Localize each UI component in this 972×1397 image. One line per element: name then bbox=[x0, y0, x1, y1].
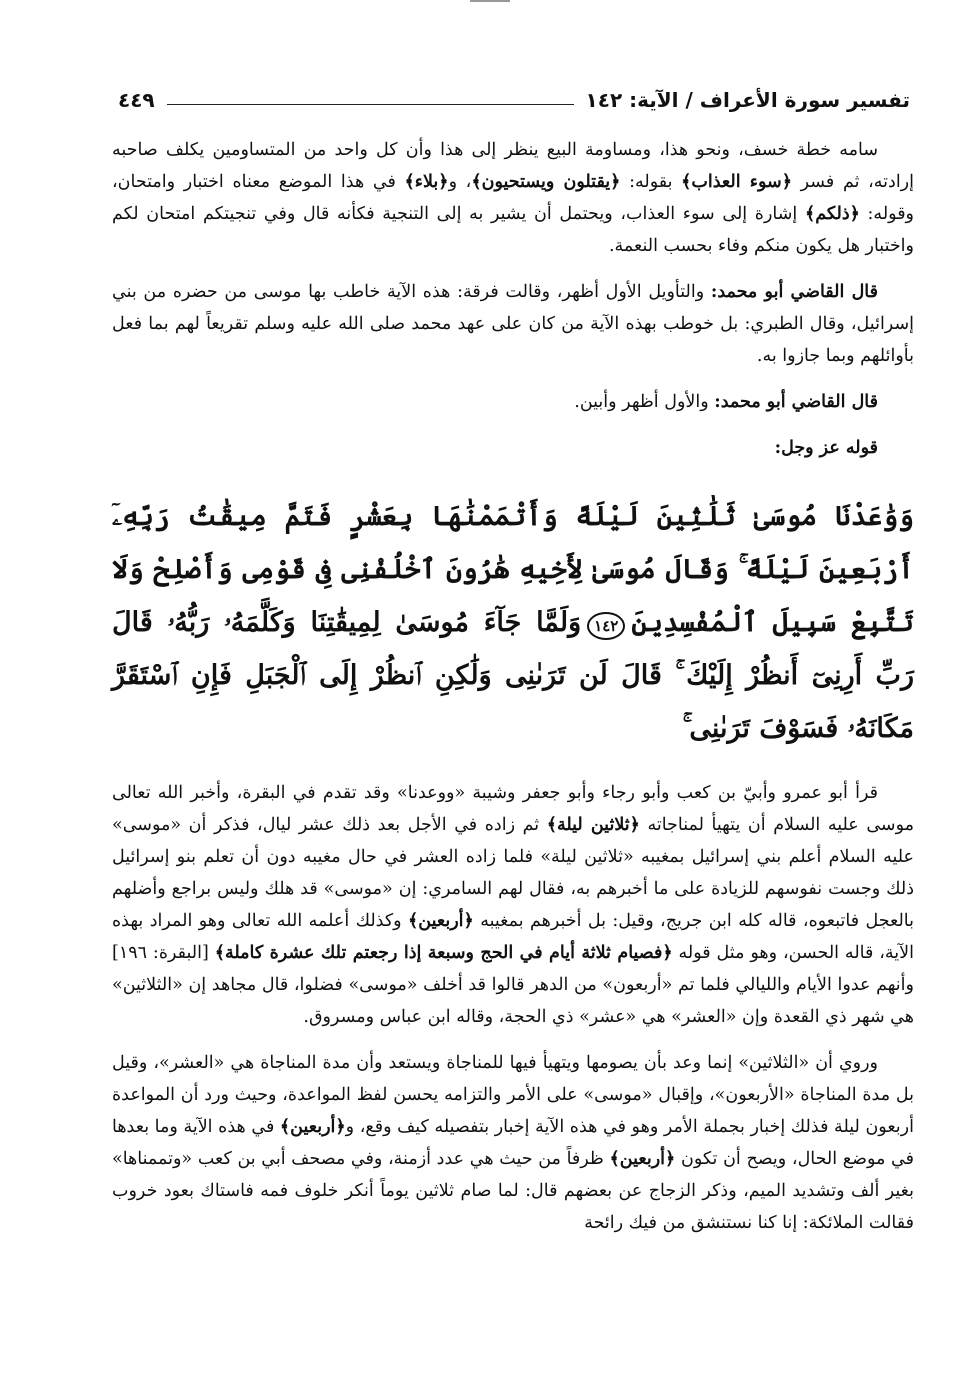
quran-verse bbox=[112, 490, 914, 755]
page-body bbox=[112, 134, 914, 1253]
text-run: والأول أظهر وأبين. bbox=[574, 392, 715, 412]
speaker-label: قال القاضي أبو محمد: bbox=[714, 392, 878, 412]
text-run: بقوله: bbox=[620, 172, 682, 192]
text-run: في هذه الآية وما بعدها في موضع الحال، ويصح أن تكون bbox=[112, 1117, 914, 1169]
page-number: ٤٤٩ bbox=[118, 88, 155, 112]
verse-intro: قوله عز وجل: bbox=[774, 438, 878, 458]
text-run: وكذلك أعلمه الله تعالى وهو المراد بهذه الآية، قاله الحسن، وهو مثل قوله bbox=[112, 911, 914, 963]
paragraph bbox=[112, 386, 914, 418]
paragraph bbox=[112, 134, 914, 262]
text-run: والتأويل الأول أظهر، وقالت فرقة: هذه الآية خاطب بها موسى من حضره من بني إسرائيل، وقال الطبري: بل خوطب بهذه الآية من كان على عهد محمد صلى الله عليه وسلم تقريعاً لهم بما فعل بأوائلهم وبما جازوا به. bbox=[112, 282, 914, 366]
text-run: إشارة إلى سوء العذاب، ويحتمل أن يشير به إلى التنجية فكأنه قال وفي تنجيتكم امتحان لكم واختبار هل يكون منكم وفاء بحسب النعمة. bbox=[112, 204, 914, 256]
speaker-label: قال القاضي أبو محمد: bbox=[710, 282, 878, 302]
quoted-term: ﴿ثلاثين ليلة﴾ bbox=[546, 815, 640, 835]
header-rule bbox=[167, 104, 574, 105]
quoted-term: ﴿ذلكم﴾ bbox=[804, 204, 860, 224]
text-run: ثم زاده في الأجل بعد ذلك عشر ليال، فذكر أن «موسى» عليه السلام أعلم بني إسرائيل بمغيبه «ثلاثين ليلة» فلما زاده العشر في حال مغيبه دون أن تعلم بنو إسرائيل ذلك وجست نفوسهم للزيادة على ما أخبرهم به، فقال لهم السامري: إن «موسى» قد هلك وليس براجع وأضلهم بالعجل فاتبعوه، قاله كله ابن جريج، وقيل: بل أخبرهم بمغيبه bbox=[112, 815, 914, 931]
verse-text: وَوَٰعَدْنَا مُوسَىٰ ثَلَٰثِينَ لَيْلَةً وَأَتْمَمْنَٰهَا بِعَشْرٍ فَتَمَّ مِيقَٰتُ رَبِّهِۦٓ أَرْبَعِينَ لَيْلَةً ۚ وَقَالَ مُوسَىٰ لِأَخِيهِ هَٰرُونَ ٱخْلُفْنِى فِى قَوْمِى وَأَصْلِحْ وَلَا تَتَّبِعْ سَبِيلَ ٱلْمُفْسِدِينَ bbox=[112, 501, 914, 638]
header-title: تفسير سورة الأعراف / الآية: ١٤٢ bbox=[585, 88, 910, 112]
text-run: ظرفاً من حيث هي عدد أزمنة، وفي مصحف أبي بن كعب «وتممناها» بغير ألف وتشديد الميم، وذكر الزجاج عن بعضهم قال: لما صام ثلاثين يوماً أنكر خلوف فمه فاستاك بعود خروب فقالت الملائكة: إنا كنا نستنشق من فيك رائحة bbox=[112, 1149, 914, 1233]
top-mark bbox=[470, 0, 510, 6]
quoted-term: ﴿بلاء﴾ bbox=[404, 172, 449, 192]
text-run: قرأ أبو عمرو وأبيّ بن كعب وأبو رجاء وأبو جعفر وشيبة «ووعدنا» وقد تقدم في البقرة، وأخبر الله تعالى موسى عليه السلام أن يتهيأ لمناجاته bbox=[112, 783, 914, 835]
verse-text: وَلَمَّا جَآءَ مُوسَىٰ لِمِيقَٰتِنَا وَكَلَّمَهُۥ رَبُّهُۥ قَالَ رَبِّ أَرِنِىٓ أَنظُرْ إِلَيْكَ ۚ قَالَ لَن تَرَىٰنِى وَلَٰكِنِ ٱنظُرْ إِلَى ٱلْجَبَلِ فَإِنِ ٱسْتَقَرَّ مَكَانَهُۥ فَسَوْفَ تَرَىٰنِى ۚ bbox=[112, 607, 914, 744]
quoted-term: ﴿سوء العذاب﴾ bbox=[681, 172, 792, 192]
running-header bbox=[118, 80, 910, 120]
paragraph bbox=[112, 276, 914, 372]
text-run: سامه خطة خسف، ونحو هذا، ومساومة البيع ينظر إلى هذا وأن كل واحد من المتساومين يكلف صاحبه إرادته، ثم فسر bbox=[112, 140, 914, 192]
text-run: [البقرة: ١٩٦] وأنهم عدوا الأيام والليالي فلما تم «أربعون» من الدهر قالوا قد أخلف «موسى» فضلوا، قال مجاهد إن «الثلاثين» هي شهر ذي القعدة وإن «العشر» هي «عشر» ذي الحجة، وقاله ابن عباس ومسروق. bbox=[112, 943, 914, 1027]
quoted-term: ﴿أربعين﴾ bbox=[408, 911, 474, 931]
quoted-term: ﴿فصيام ثلاثة أيام في الحج وسبعة إذا رجعتم تلك عشرة كاملة﴾ bbox=[214, 943, 673, 963]
text-run: في هذا الموضع معناه اختبار وامتحان، وقوله: bbox=[112, 172, 915, 224]
paragraph bbox=[112, 432, 914, 464]
quoted-term: ﴿أربعين﴾ bbox=[609, 1149, 676, 1169]
quoted-term: ﴿يقتلون ويستحيون﴾ bbox=[471, 172, 621, 192]
paragraph bbox=[112, 777, 914, 1033]
paragraph bbox=[112, 1047, 914, 1239]
text-run: ، و bbox=[448, 172, 472, 192]
ayah-number-marker: ١٤٢ bbox=[587, 612, 625, 640]
quoted-term: ﴿أربعين﴾ bbox=[279, 1117, 346, 1137]
text-run: وروي أن «الثلاثين» إنما وعد بأن يصومها ويتهيأ فيها للمناجاة ويستعد وأن مدة المناجاة هي «العشر»، وقيل بل مدة المناجاة «الأربعون»، وإقبال «موسى» على الأمر والتزامه يحسن لفظ المواعدة، وحيث ورد أن المواعدة أربعون ليلة فذلك إخبار بجملة الأمر وهو في هذه الآية إخبار بتفصيله كيف وقع، و bbox=[112, 1053, 914, 1137]
